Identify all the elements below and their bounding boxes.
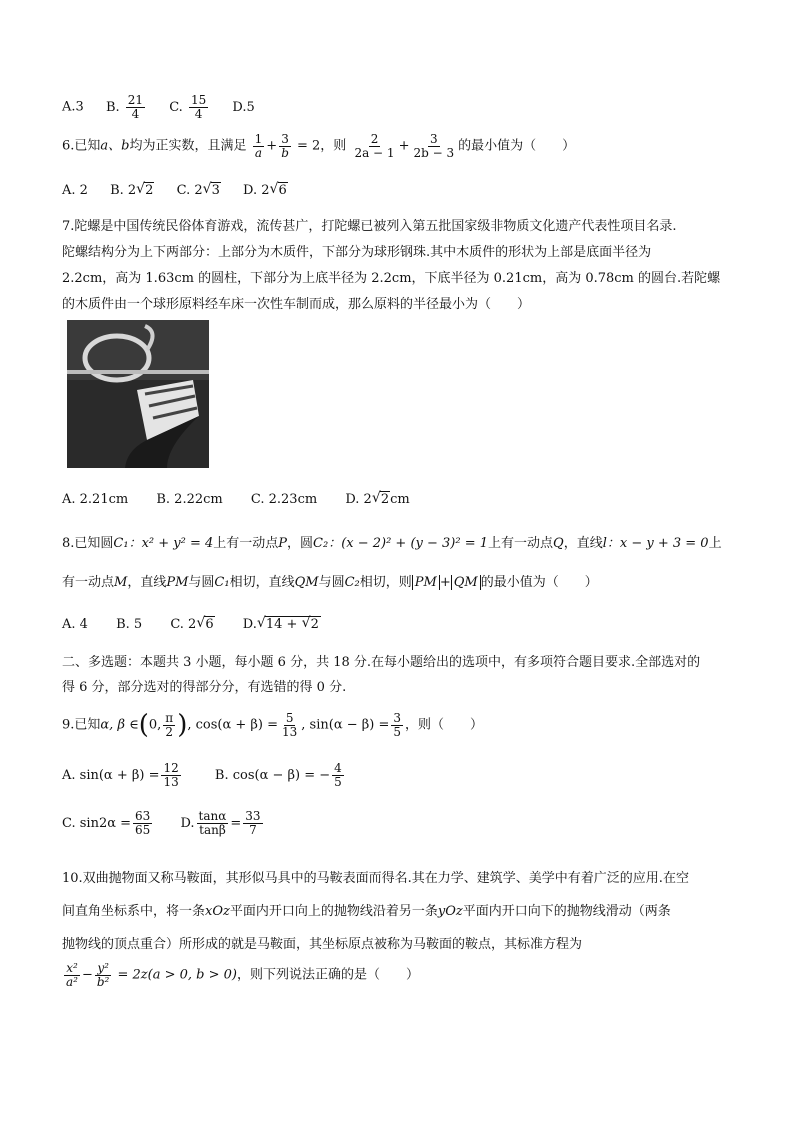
q8-line-1: 8.已知圆C₁：x² + y² = 4上有一动点P，圆C₂：(x − 2)² + (y − 3)² = 1上有一动点Q，直线l：x − y + 3 = 0上 [62,536,722,551]
q6-prefix: 6.已知 [62,138,101,154]
q6-option-a: A. 2 [62,183,88,198]
q8-option-b: B. 5 [116,617,143,632]
q10-line-1: 10.双曲抛物面又称马鞍面，其形似马具中的马鞍表面而得名.其在力学、建筑学、美学中有着广泛的应用.在空 [62,871,689,886]
q10-line-3: 抛物线的顶点重合）所形成的就是马鞍面，其坐标原点被称为马鞍面的鞍点，其标准方程为 [62,937,583,952]
q10-frac-x: $\frac{\text{x²}}{\text{a²}}$ [66,961,78,989]
q7-option-c: C. 2.23cm [250,492,318,507]
q5-option-c-label: C. [169,99,183,115]
q10-line-4: $\frac{\text{x²}}{\text{a²}}$ − $\frac{\text{y²}}{\text{b²}}$ = 2z(a > 0, b > 0)，则下列说法正确的是（ ） [66,961,420,989]
q5-options [62,94,255,120]
q6-option-c: C. 2 √ 3 [176,181,220,198]
q5-option-b-fraction: $\frac{21}{4}$ [127,93,144,121]
q6-stem: 6.已知a、b均为正实数，且满足 $\frac{1}{a}$ + $\frac{3}{b}$ = 2，则 $\frac{2}{2a - 1}$ + $\frac{3}{2b - 3}$ 的最小值为（ ） [62,132,576,160]
q5-option-b-label: B. [105,99,120,115]
q8-option-d: D. √ 14 + √ 2 [242,615,319,632]
q5-option-a: A.3 [62,99,84,115]
q7-line-4: 的木质件由一个球形原料经车床一次性车制而成，那么原料的半径最小为（ ） [62,297,531,312]
section-2-line-1: 二、多选题：本题共 3 小题，每小题 6 分，共 18 分.在每小题给出的选项中，有多项符合题目要求.全部选对的 [62,655,701,670]
q6-end: 的最小值为（ ） [458,138,576,154]
q9-option-d: D. $\frac{\tan\alpha}{\tan\beta}$ = $\frac{33}{7}$ [180,809,261,837]
q8-option-a: A. 4 [62,617,88,632]
q7-option-b: B. 2.22cm [156,492,223,507]
q7-line-3: 2.2cm，高为 1.63cm 的圆柱，下部分为上底半径为 2.2cm，下底半径为 0.21cm，高为 0.78cm 的圆台.若陀螺 [62,271,721,286]
q6-eq: = 2，则 [297,138,347,154]
q9-options-cd [62,810,265,836]
section-2-line-2: 得 6 分，部分选对的得部分分，有选错的得 0 分. [62,680,347,695]
q7-line-1: 7.陀螺是中国传统民俗体育游戏，流传甚广，打陀螺已被列入第五批国家级非物质文化遗产代表性项目名录. [62,219,677,234]
q10-line-2: 间直角坐标系中，将一条xOz平面内开口向上的抛物线沿着另一条yOz平面内开口向下的抛物线滑动（两条 [62,904,671,919]
q6-frac-4: $\frac{3}{2b - 3}$ [413,132,455,160]
q8-line-l: l：x − y + 3 = 0 [602,536,709,551]
q8-circle-c2: C₂：(x − 2)² + (y − 3)² = 1 [313,536,489,551]
q6-frac-3: $\frac{2}{2a - 1}$ [354,132,395,160]
q9-option-a: A. sin(α + β) = $\frac{12}{13}$ [62,761,179,789]
q6-option-d: D. 2 √ 6 [243,181,287,198]
q5-option-c-fraction: $\frac{15}{4}$ [190,93,207,121]
q7-option-a: A. 2.21cm [62,492,129,507]
spinning-top-illustration [67,320,209,468]
q8-line-2: 有一动点M，直线PM与圆C₁相切，直线QM与圆C₂相切，则 PM + QM 的最小值为（ ） [62,575,598,590]
q10-equation-rhs: = 2z(a > 0, b > 0) [117,967,237,983]
q6-vars: a、b [100,138,130,154]
q5-option-d: D.5 [232,99,255,115]
q7-line-2: 陀螺结构分为上下两部分：上部分为木质件，下部分为球形钢珠.其中木质件的形状为上部是底面半径为 [62,245,652,260]
q6-frac-1: $\frac{1}{a}$ [254,132,263,160]
q8-options [62,617,321,632]
spinning-top-photo [67,320,209,468]
q10-frac-y: $\frac{\text{y²}}{\text{b²}}$ [96,961,110,989]
q6-option-b: B. 2 √ 2 [110,181,154,198]
q7-option-d: D. 2 √ 2cm [345,490,410,507]
q6-frac-2: $\frac{3}{b}$ [281,132,289,160]
q8-circle-c1: C₁：x² + y² = 4 [113,536,214,551]
q9-option-b: B. cos(α − β) = − $\frac{4}{5}$ [214,761,342,789]
q9-stem: 9.已知α, β ∈(0, $\frac{\pi}{2}$ ), cos(α + β) = $\frac{5}{13}$ , sin(α − β) = $\frac{3}{5}$ ，则（ ） [62,710,484,740]
q9-option-c: C. sin2α = $\frac{63}{65}$ [62,809,151,837]
q8-abs-qm: QM [451,575,481,590]
q6-options [62,183,288,198]
q7-options [62,492,410,507]
q9-options-ab [62,762,346,788]
q8-abs-pm: PM [412,575,440,590]
q8-option-c: C. 2 √ 6 [170,615,214,632]
q6-mid: 均为正实数，且满足 [129,138,247,154]
